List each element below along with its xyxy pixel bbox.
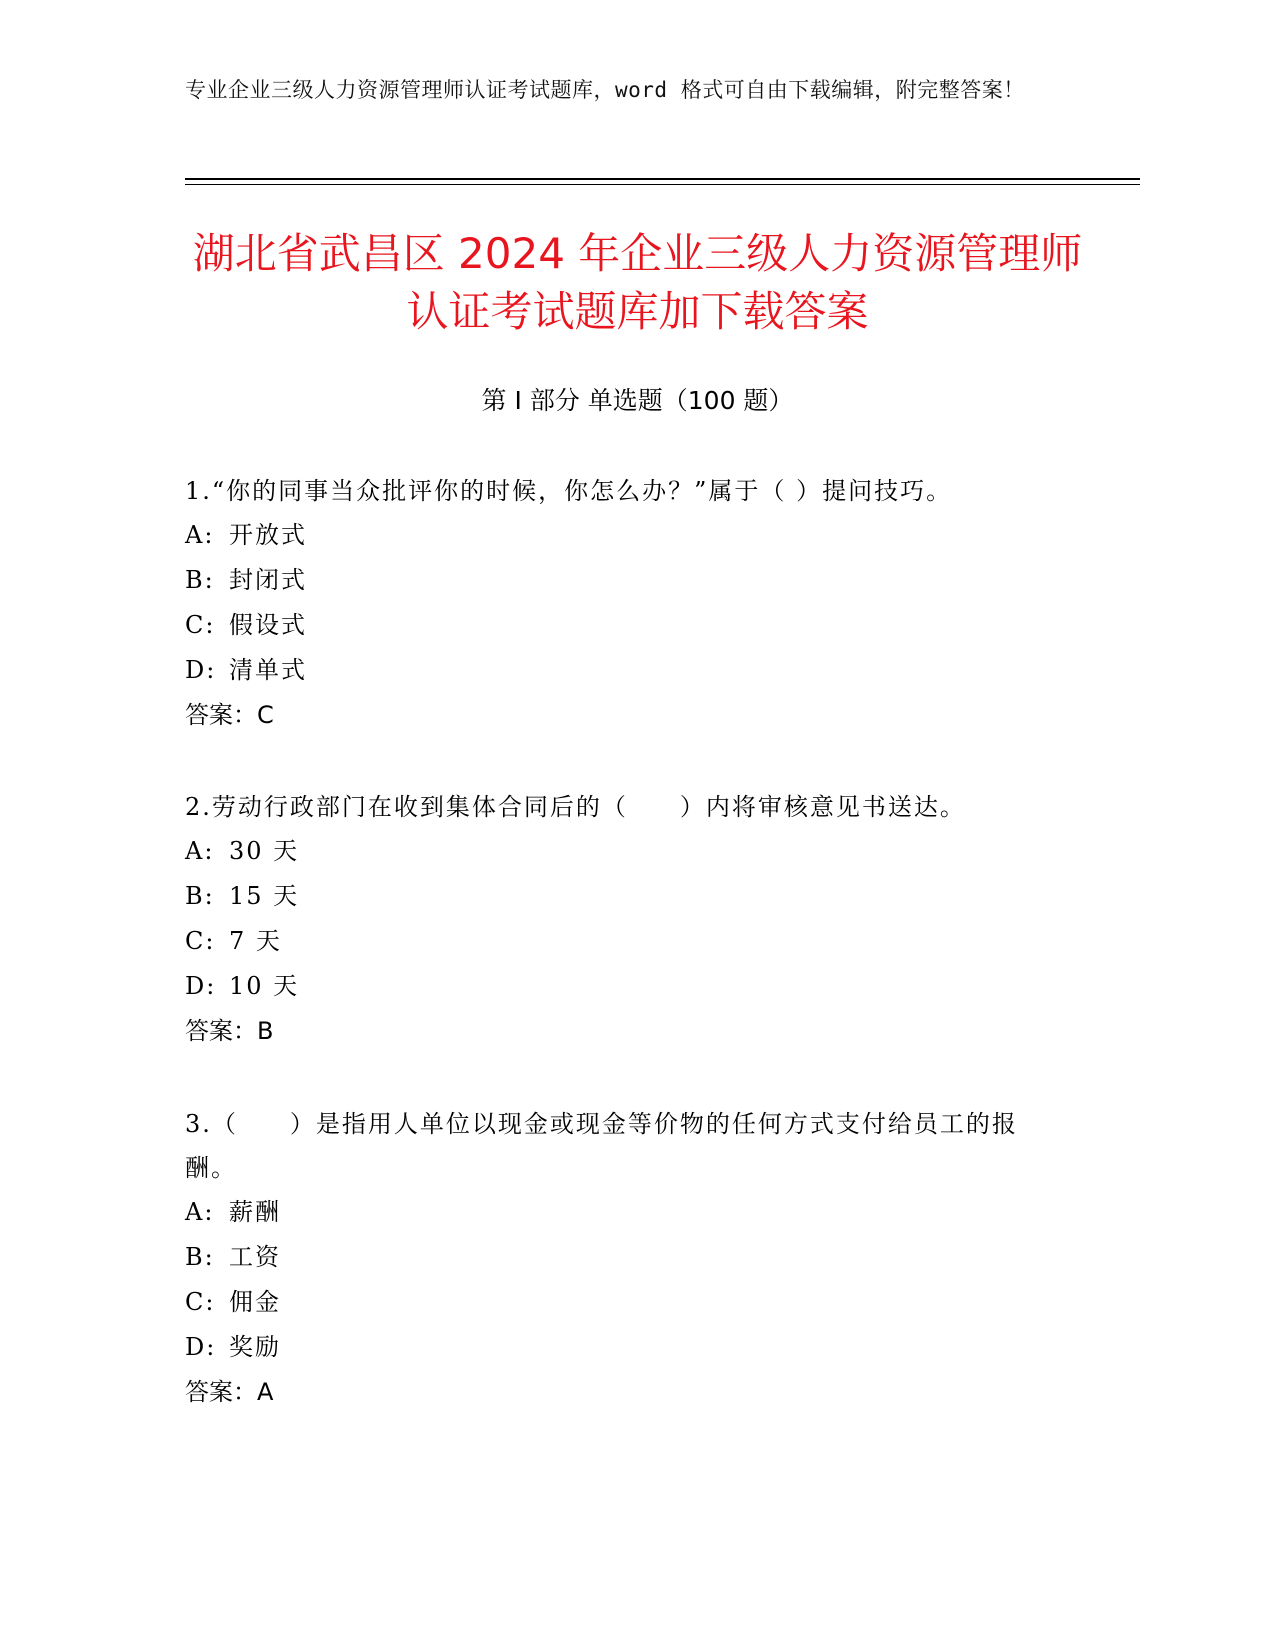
option-d — [185, 1325, 1065, 1370]
question-stem: 1.“你的同事当众批评你的时候，你怎么办？”属于（ ）提问技巧。 — [185, 477, 953, 505]
option-b — [185, 874, 1065, 919]
option-d — [185, 648, 1065, 693]
option-key: D: — [185, 656, 217, 684]
option-key: A: — [185, 837, 215, 865]
option-text: 佣金 — [229, 1288, 281, 1316]
option-text: 7 天 — [229, 927, 282, 955]
answer: 答案：A — [185, 1378, 274, 1406]
question-2 — [185, 785, 1065, 1054]
option-key: C: — [185, 1288, 216, 1316]
option-text: 封闭式 — [229, 566, 307, 594]
option-key: C: — [185, 611, 216, 639]
option-key: D: — [185, 972, 217, 1000]
option-key: A: — [185, 521, 215, 549]
option-text: 清单式 — [229, 656, 307, 684]
option-key: C: — [185, 927, 216, 955]
option-d — [185, 964, 1065, 1009]
option-text: 工资 — [229, 1243, 281, 1271]
header-rule-thin — [185, 184, 1140, 185]
answer: 答案：C — [185, 701, 274, 729]
question-stem: 3.（ ）是指用人单位以现金或现金等价物的任何方式支付给员工的报酬。 — [185, 1110, 1018, 1182]
option-b — [185, 558, 1065, 603]
question-3 — [185, 1102, 1065, 1415]
question-1 — [185, 469, 1065, 738]
option-text: 15 天 — [229, 882, 300, 910]
answer: 答案：B — [185, 1017, 274, 1045]
option-text: 开放式 — [229, 521, 307, 549]
option-c — [185, 1280, 1065, 1325]
option-text: 10 天 — [229, 972, 300, 1000]
section-title: 第 I 部分 单选题（100 题） — [481, 386, 794, 415]
option-key: A: — [185, 1198, 215, 1226]
option-c — [185, 919, 1065, 964]
header-note: 专业企业三级人力资源管理师认证考试题库，word 格式可自由下载编辑，附完整答案！ — [185, 78, 1025, 102]
option-text: 30 天 — [229, 837, 300, 865]
option-text: 奖励 — [229, 1333, 281, 1361]
option-key: B: — [185, 566, 215, 594]
option-key: D: — [185, 1333, 217, 1361]
option-a — [185, 829, 1065, 874]
document-title: 湖北省武昌区 2024 年企业三级人力资源管理师认证考试题库加下载答案 — [192, 229, 1083, 336]
option-a — [185, 1190, 1065, 1235]
option-text: 假设式 — [229, 611, 307, 639]
option-text: 薪酬 — [229, 1198, 281, 1226]
question-stem: 2.劳动行政部门在收到集体合同后的（ ）内将审核意见书送达。 — [185, 793, 966, 821]
option-c — [185, 603, 1065, 648]
option-b — [185, 1235, 1065, 1280]
option-key: B: — [185, 1243, 215, 1271]
header-rule-thick — [185, 178, 1140, 180]
option-a — [185, 513, 1065, 558]
option-key: B: — [185, 882, 215, 910]
